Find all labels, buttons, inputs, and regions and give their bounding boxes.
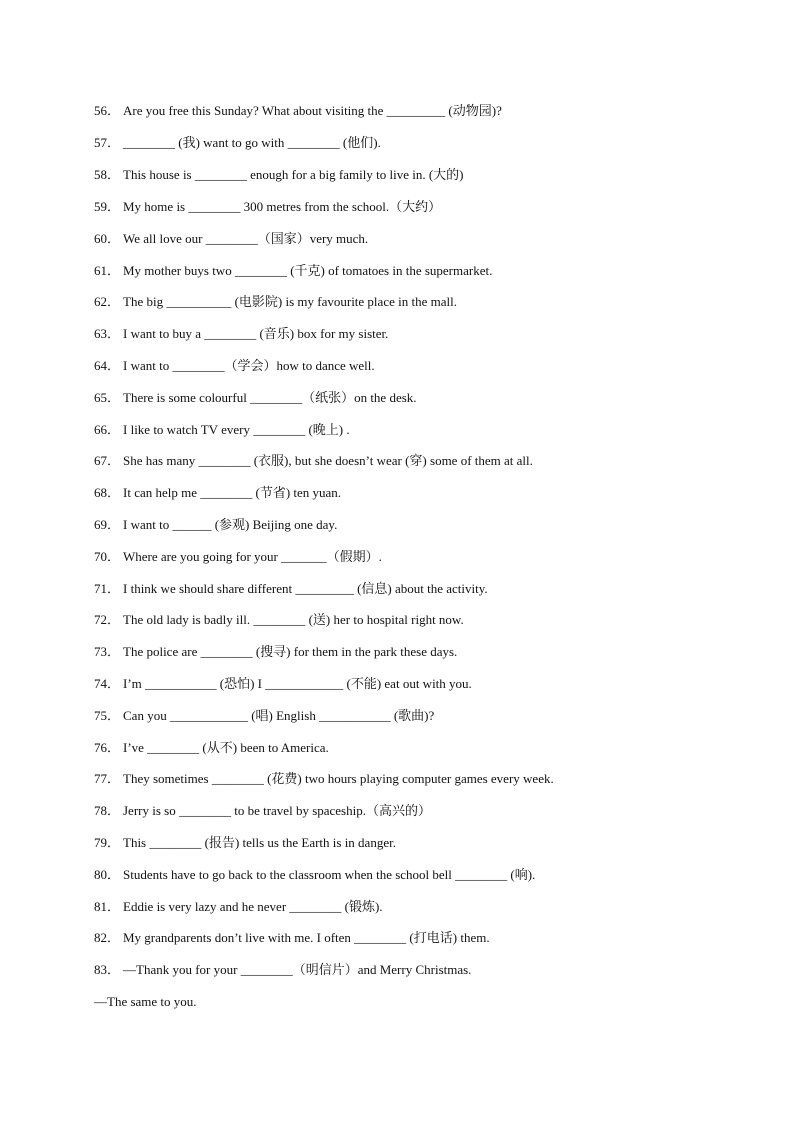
question-text: Where are you going for your _______（假期）. xyxy=(123,549,382,564)
question-number: 81． xyxy=(94,899,121,914)
question-text: I like to watch TV every ________ (晚上) . xyxy=(123,422,350,437)
question-66 xyxy=(94,422,350,438)
question-70 xyxy=(94,549,382,565)
question-74 xyxy=(94,676,472,692)
question-text: ________ (我) want to go with ________ (他们). xyxy=(123,135,381,150)
question-60 xyxy=(94,231,368,247)
question-text: My mother buys two ________ (千克) of tomatoes in the supermarket. xyxy=(123,263,493,278)
question-73 xyxy=(94,644,457,660)
question-number: 62． xyxy=(94,294,121,309)
question-69 xyxy=(94,517,337,533)
question-76 xyxy=(94,740,329,756)
question-text: This house is ________ enough for a big family to live in. (大的) xyxy=(123,167,464,182)
question-78 xyxy=(94,803,431,819)
question-83 xyxy=(94,962,471,978)
question-text: I’ve ________ (从不) been to America. xyxy=(123,740,329,755)
question-82 xyxy=(94,930,490,946)
question-text: I think we should share different _________ (信息) about the activity. xyxy=(123,581,488,596)
question-text: —Thank you for your ________（明信片）and Merry Christmas. xyxy=(123,962,472,977)
question-75 xyxy=(94,708,434,724)
question-text: The big __________ (电影院) is my favourite place in the mall. xyxy=(123,294,457,309)
question-number: 58． xyxy=(94,167,121,182)
question-number: 67． xyxy=(94,453,121,468)
question-text: There is some colourful ________（纸张）on the desk. xyxy=(123,390,417,405)
question-number: 79． xyxy=(94,835,121,850)
question-number: 60． xyxy=(94,231,121,246)
question-number: 76． xyxy=(94,740,121,755)
question-text: My grandparents don’t live with me. I often ________ (打电话) them. xyxy=(123,930,490,945)
question-81 xyxy=(94,899,383,915)
question-number: 75． xyxy=(94,708,121,723)
question-77 xyxy=(94,771,554,787)
question-61 xyxy=(94,263,492,279)
question-number: 63． xyxy=(94,326,121,341)
question-59 xyxy=(94,199,441,215)
question-number: 73． xyxy=(94,644,121,659)
question-number: 70． xyxy=(94,549,121,564)
question-79 xyxy=(94,835,396,851)
question-text: Are you free this Sunday? What about visiting the _________ (动物园)? xyxy=(123,103,502,118)
question-number: 69． xyxy=(94,517,121,532)
question-text: Can you ____________ (唱) English ___________ (歌曲)? xyxy=(123,708,435,723)
question-number: 74． xyxy=(94,676,121,691)
question-80 xyxy=(94,867,535,883)
question-57 xyxy=(94,135,381,151)
question-67 xyxy=(94,453,533,469)
question-number: 71． xyxy=(94,581,121,596)
question-number: 56． xyxy=(94,103,121,118)
question-58 xyxy=(94,167,463,183)
question-number: 83． xyxy=(94,962,121,977)
question-number: 78． xyxy=(94,803,121,818)
question-text: I’m ___________ (恐怕) I ____________ (不能) eat out with you. xyxy=(123,676,472,691)
question-65 xyxy=(94,390,417,406)
question-text: They sometimes ________ (花费) two hours playing computer games every week. xyxy=(123,771,554,786)
question-text: Students have to go back to the classroom when the school bell ________ (响). xyxy=(123,867,536,882)
question-text: The old lady is badly ill. ________ (送) her to hospital right now. xyxy=(123,612,464,627)
question-number: 82． xyxy=(94,930,121,945)
question-number: 77． xyxy=(94,771,121,786)
question-number: 61． xyxy=(94,263,121,278)
question-68 xyxy=(94,485,341,501)
question-text: We all love our ________（国家）very much. xyxy=(123,231,369,246)
question-text: The police are ________ (搜寻) for them in the park these days. xyxy=(123,644,458,659)
question-text: It can help me ________ (节省) ten yuan. xyxy=(123,485,342,500)
question-62 xyxy=(94,294,457,310)
question-number: 66． xyxy=(94,422,121,437)
question-text: I want to ________（学会）how to dance well. xyxy=(123,358,375,373)
question-number: 72． xyxy=(94,612,121,627)
question-number: 57． xyxy=(94,135,121,150)
question-71 xyxy=(94,581,488,597)
question-number: 65． xyxy=(94,390,121,405)
question-text: Eddie is very lazy and he never ________ (锻炼). xyxy=(123,899,383,914)
question-text: She has many ________ (衣服), but she doesn’t wear (穿) some of them at all. xyxy=(123,453,533,468)
question-number: 59． xyxy=(94,199,121,214)
question-text: I want to ______ (参观) Beijing one day. xyxy=(123,517,338,532)
question-64 xyxy=(94,358,375,374)
question-56 xyxy=(94,103,502,119)
question-72 xyxy=(94,612,464,628)
question-number: 80． xyxy=(94,867,121,882)
question-number: 68． xyxy=(94,485,121,500)
question-number: 64． xyxy=(94,358,121,373)
question-text: Jerry is so ________ to be travel by spaceship.（高兴的） xyxy=(123,803,431,818)
question-text: This ________ (报告) tells us the Earth is in danger. xyxy=(123,835,396,850)
question-text: I want to buy a ________ (音乐) box for my sister. xyxy=(123,326,389,341)
question-63 xyxy=(94,326,388,342)
dialogue-reply: —The same to you. xyxy=(94,994,197,1009)
question-text: My home is ________ 300 metres from the school.（大约） xyxy=(123,199,442,214)
